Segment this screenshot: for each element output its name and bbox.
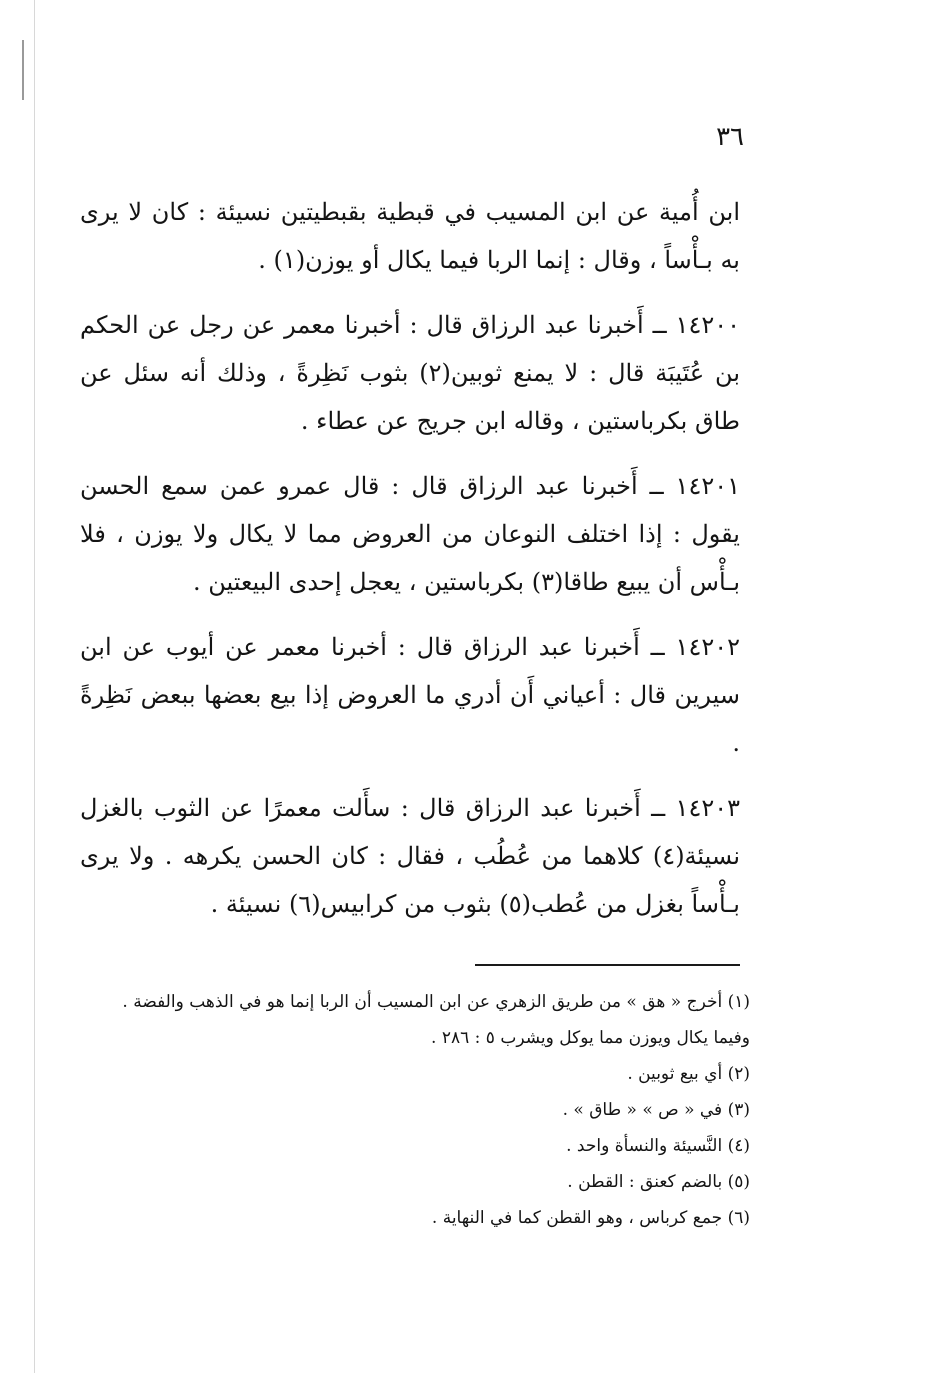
footnote-3: (٣) في « ص » « طاق » .: [562, 1100, 750, 1120]
scan-edge-line: [34, 0, 35, 1373]
footnote-1-continuation: وفيما يكال ويوزن مما يوكل ويشرب ٥ : ٢٨٦ .: [431, 1028, 750, 1048]
hadith-14200: ١٤٢٠٠ ــ أَخبرنا عبد الرزاق قال : أخبرنا معمر عن رجل عن الحكم بن عُتَيبَة قال : لا يمنع ثوبين(٢) بثوب نَظِرةً ، وذلك أنه سئل عن طاق بكرباستين ، وقاله ابن جريج عن عطاء .: [80, 311, 740, 435]
footnote-2: (٢) أي بيع ثوبين .: [627, 1064, 750, 1084]
footnote-6: (٦) جمع كرباس ، وهو القطن كما في النهاية .: [431, 1208, 750, 1228]
scan-edge-mark: [22, 40, 24, 100]
footnotes: [70, 984, 750, 1236]
footnote-4: (٤) النَّسيئة والنسأة واحد .: [566, 1136, 750, 1156]
hadith-14203: ١٤٢٠٣ ــ أَخبرنا عبد الرزاق قال : سأَلت معمرًا عن الثوب بالغزل نسيئة(٤) كلاهما من عُطُب ، فقال : كان الحسن يكرهه . ولا يرى بـأْساً بغزل من عُطب(٥) بثوب من كرابيس(٦) نسيئة .: [80, 794, 740, 918]
hadith-14201: ١٤٢٠١ ــ أَخبرنا عبد الرزاق قال : قال عمرو عمن سمع الحسن يقول : إذا اختلف النوعان من العروض مما لا يكال ولا يوزن ، فلا بـأْس أن يبيع طاقا(٣) بكرباستين ، يعجل إحدى البيعتين .: [80, 472, 740, 596]
paragraph-continuation: ابن أُمية عن ابن المسيب في قبطية بقبطيتين نسيئة : كان لا يرى به بـأْساً ، وقال : إنما الربا فيما يكال أو يوزن(١) .: [80, 198, 740, 274]
hadith-14202: ١٤٢٠٢ ــ أَخبرنا عبد الرزاق قال : أخبرنا معمر عن أيوب عن ابن سيرين قال : أعياني أَن أدري ما العروض إذا بيع بعضها ببعض نَظِرةً .: [80, 633, 740, 757]
footnote-5: (٥) بالضم كعنق : القطن .: [567, 1172, 750, 1192]
page-number: ٣٦: [716, 122, 744, 152]
footnote-separator: [475, 964, 740, 966]
book-page: [60, 0, 900, 1373]
main-text: [80, 188, 740, 945]
footnote-1: (١) أخرج « هق » من طريق الزهري عن ابن المسيب أن الربا إنما هو في الذهب والفضة .: [122, 992, 750, 1012]
